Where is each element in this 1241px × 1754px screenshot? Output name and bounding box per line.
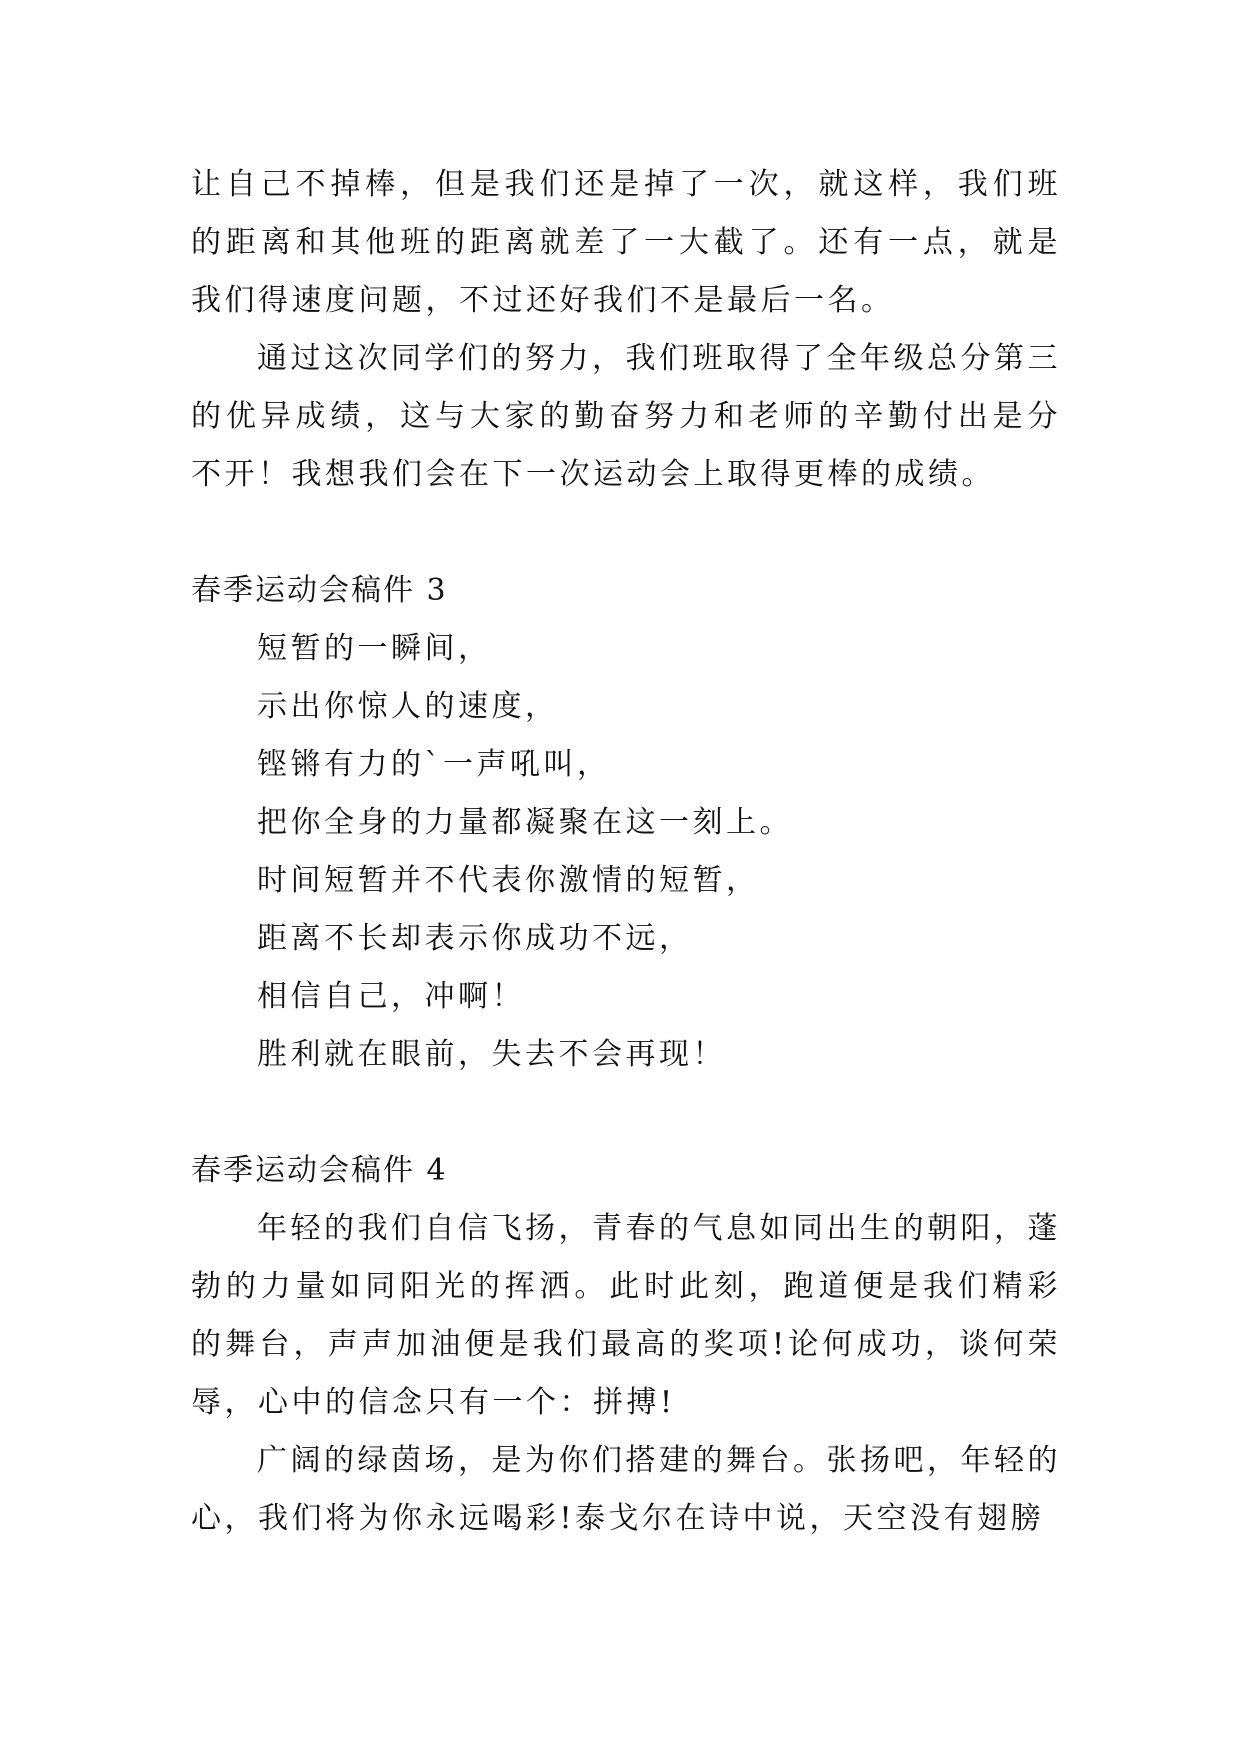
section-gap	[191, 504, 1061, 562]
document-body	[191, 156, 1061, 1548]
section-gap	[191, 1084, 1061, 1142]
paragraph-continued: 让自己不掉棒，但是我们还是掉了一次，就这样，我们班的距离和其他班的距离就差了一大截了。还有一点，就是我们得速度问题，不过还好我们不是最后一名。	[191, 167, 1061, 318]
poem-line: 示出你惊人的速度，	[257, 689, 559, 724]
section-heading-3: 春季运动会稿件 3	[191, 573, 448, 608]
poem-line: 距离不长却表示你成功不远，	[257, 921, 693, 956]
poem-line: 时间短暂并不代表你激情的短暂，	[257, 863, 760, 898]
section-heading-4: 春季运动会稿件 4	[191, 1153, 448, 1188]
poem-line: 铿锵有力的`一声吼叫，	[257, 747, 611, 782]
poem-line: 相信自己，冲啊！	[257, 979, 525, 1014]
poem-line: 胜利就在眼前，失去不会再现！	[257, 1037, 726, 1072]
poem-line: 短暂的一瞬间，	[257, 631, 492, 666]
paragraph-class-result: 通过这次同学们的努力，我们班取得了全年级总分第三的优异成绩，这与大家的勤奋努力和老师的辛勤付出是分不开！我想我们会在下一次运动会上取得更棒的成绩。	[191, 341, 1061, 492]
paragraph-youth: 年轻的我们自信飞扬，青春的气息如同出生的朝阳，蓬勃的力量如同阳光的挥洒。此时此刻，跑道便是我们精彩的舞台，声声加油便是我们最高的奖项!论何成功，谈何荣辱，心中的信念只有一个：拼搏!	[191, 1211, 1061, 1420]
poem-line: 把你全身的力量都凝聚在这一刻上。	[257, 805, 793, 840]
paragraph-field: 广阔的绿茵场，是为你们搭建的舞台。张扬吧，年轻的心，我们将为你永远喝彩!泰戈尔在诗中说，天空没有翅膀	[191, 1443, 1061, 1536]
